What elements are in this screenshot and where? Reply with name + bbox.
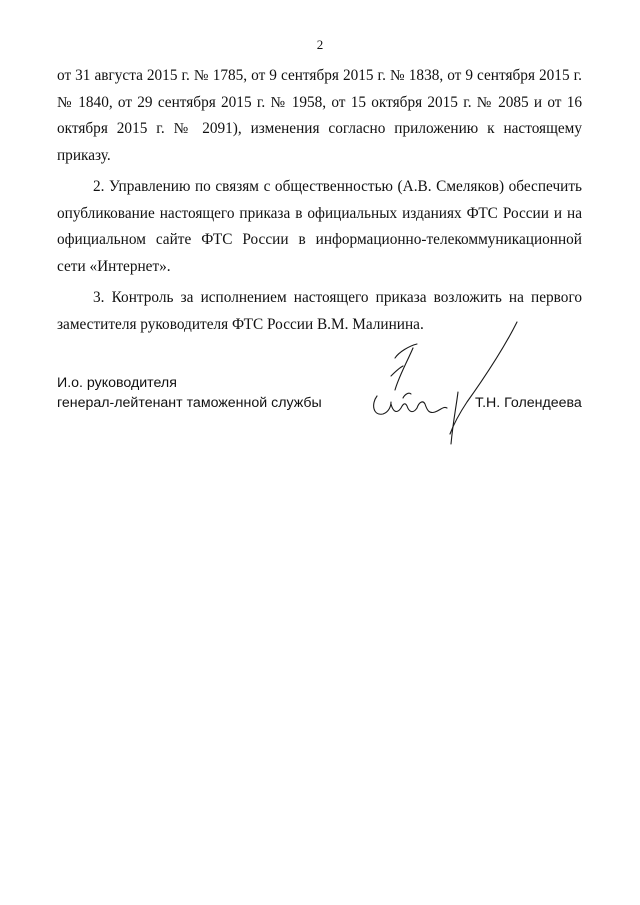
handwritten-signature — [355, 318, 530, 448]
document-body — [57, 63, 582, 343]
paragraph-continuation: от 31 августа 2015 г. № 1785, от 9 сентября 2015 г. № 1838, от 9 сентября 2015 г. № 1840, от 29 сентября 2015 г. № 1958, от 15 октября 2015 г. № 2085 и от 16 октября 2015 г. № 2091), изменения согласно приложению к настоящему приказу. — [57, 67, 582, 164]
paragraph-item-3: 3. Контроль за исполнением настоящего приказа возложить на первого заместителя руководителя ФТС России В.М. Малинина. — [57, 289, 582, 333]
signatory-title-line-1: И.о. руководителя — [57, 375, 177, 391]
signatory-title — [57, 373, 322, 413]
paragraph-item-2: 2. Управлению по связям с общественностью (А.В. Смеляков) обеспечить опубликование настоящего приказа в официальных изданиях ФТС России и на официальном сайте ФТС России в информационно-телекоммуникационной сети «Интернет». — [57, 178, 582, 275]
signatory-title-line-2: генерал-лейтенант таможенной службы — [57, 395, 322, 411]
signatory-name: Т.Н. Голендеева — [475, 395, 582, 411]
page-number: 2 — [316, 37, 324, 52]
